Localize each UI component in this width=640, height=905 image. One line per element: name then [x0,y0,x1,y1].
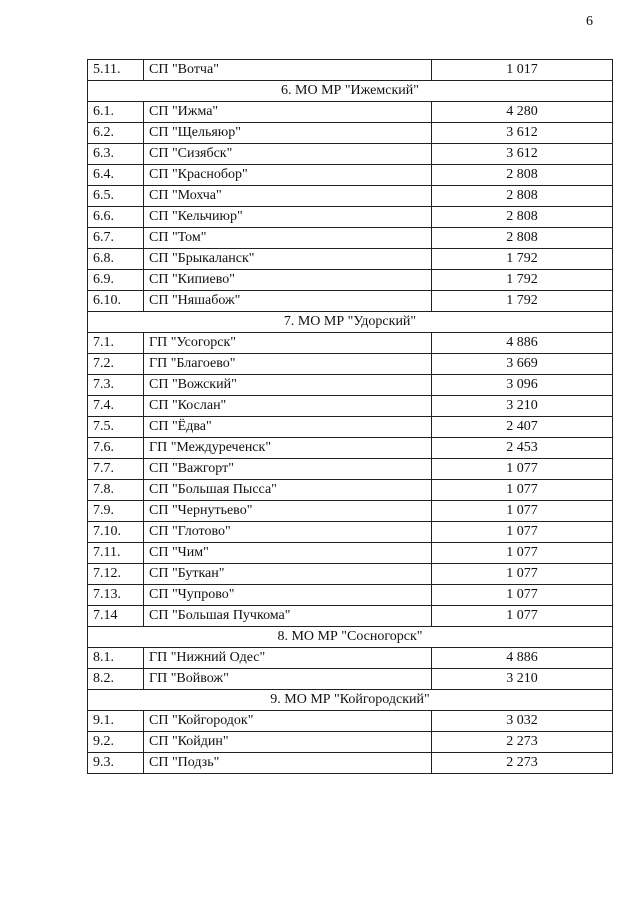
row-number: 5.11. [88,60,144,81]
table-row [88,753,613,774]
row-number: 7.12. [88,564,144,585]
table-row [88,165,613,186]
row-value: 3 210 [432,669,613,690]
settlement-name: СП "Щельяюр" [144,123,432,144]
table-row [88,648,613,669]
row-number: 6.9. [88,270,144,291]
settlement-name: СП "Чупрово" [144,585,432,606]
row-value: 3 210 [432,396,613,417]
table-row [88,207,613,228]
row-value: 4 886 [432,333,613,354]
row-value: 1 077 [432,501,613,522]
section-header: 7. МО МР "Удорский" [88,312,613,333]
table-row [88,585,613,606]
settlement-name: СП "Чим" [144,543,432,564]
settlement-name: СП "Мохча" [144,186,432,207]
row-number: 6.10. [88,291,144,312]
section-header: 8. МО МР "Сосногорск" [88,627,613,648]
row-number: 9.3. [88,753,144,774]
row-number: 7.13. [88,585,144,606]
table-row [88,291,613,312]
row-value: 1 077 [432,522,613,543]
table-body [88,60,613,774]
settlement-name: ГП "Усогорск" [144,333,432,354]
row-value: 3 096 [432,375,613,396]
row-value: 1 792 [432,249,613,270]
settlement-name: СП "Важгорт" [144,459,432,480]
row-number: 7.7. [88,459,144,480]
row-number: 6.2. [88,123,144,144]
row-number: 8.1. [88,648,144,669]
settlement-name: ГП "Благоево" [144,354,432,375]
section-header: 6. МО МР "Ижемский" [88,81,613,102]
table-row [88,480,613,501]
settlement-name: СП "Чернутьево" [144,501,432,522]
row-number: 7.6. [88,438,144,459]
row-number: 6.4. [88,165,144,186]
settlement-name: СП "Кипиево" [144,270,432,291]
settlement-name: СП "Большая Пучкома" [144,606,432,627]
settlement-name: СП "Ёдва" [144,417,432,438]
table-row [88,606,613,627]
table-row [88,501,613,522]
table-row [88,354,613,375]
row-number: 7.11. [88,543,144,564]
row-number: 9.2. [88,732,144,753]
row-number: 7.14 [88,606,144,627]
row-value: 1 792 [432,291,613,312]
table-row [88,186,613,207]
row-value: 2 808 [432,228,613,249]
row-number: 7.1. [88,333,144,354]
table-row [88,459,613,480]
row-value: 1 077 [432,480,613,501]
settlement-name: СП "Койгородок" [144,711,432,732]
row-value: 2 407 [432,417,613,438]
table-row [88,522,613,543]
row-value: 2 808 [432,207,613,228]
table-row [88,270,613,291]
row-number: 6.8. [88,249,144,270]
table-row [88,732,613,753]
table-row [88,375,613,396]
settlement-name: СП "Кельчиюр" [144,207,432,228]
row-number: 6.3. [88,144,144,165]
table-row [88,60,613,81]
row-value: 2 453 [432,438,613,459]
settlement-name: СП "Большая Пысса" [144,480,432,501]
settlement-name: ГП "Войвож" [144,669,432,690]
row-value: 3 612 [432,123,613,144]
settlement-name: СП "Няшабож" [144,291,432,312]
row-value: 1 077 [432,606,613,627]
settlement-name: СП "Ижма" [144,102,432,123]
settlement-name: СП "Брыкаланск" [144,249,432,270]
table-row [88,711,613,732]
row-value: 1 017 [432,60,613,81]
row-value: 1 077 [432,585,613,606]
row-number: 8.2. [88,669,144,690]
settlement-name: ГП "Нижний Одес" [144,648,432,669]
row-number: 6.6. [88,207,144,228]
row-value: 2 273 [432,753,613,774]
settlement-name: СП "Койдин" [144,732,432,753]
row-number: 6.5. [88,186,144,207]
table-row [88,144,613,165]
table-row [88,543,613,564]
table-row [88,249,613,270]
row-number: 7.4. [88,396,144,417]
section-header-row [88,627,613,648]
row-number: 7.2. [88,354,144,375]
table-row [88,228,613,249]
section-header-row [88,312,613,333]
table-row [88,669,613,690]
row-value: 2 808 [432,165,613,186]
row-value: 3 032 [432,711,613,732]
settlement-name: СП "Вотча" [144,60,432,81]
row-value: 3 612 [432,144,613,165]
settlement-name: СП "Краснобор" [144,165,432,186]
row-value: 4 886 [432,648,613,669]
section-header-row [88,690,613,711]
settlement-name: СП "Сизябск" [144,144,432,165]
row-number: 7.10. [88,522,144,543]
row-value: 2 808 [432,186,613,207]
settlement-name: СП "Подзь" [144,753,432,774]
settlement-name: СП "Буткан" [144,564,432,585]
table-row [88,123,613,144]
settlement-name: СП "Вожский" [144,375,432,396]
row-value: 4 280 [432,102,613,123]
row-value: 2 273 [432,732,613,753]
row-value: 3 669 [432,354,613,375]
row-number: 6.7. [88,228,144,249]
settlement-name: СП "Кослан" [144,396,432,417]
section-header: 9. МО МР "Койгородский" [88,690,613,711]
table-row [88,396,613,417]
section-header-row [88,81,613,102]
table-row [88,102,613,123]
row-number: 7.3. [88,375,144,396]
settlement-name: ГП "Междуреченск" [144,438,432,459]
row-number: 7.8. [88,480,144,501]
table-row [88,564,613,585]
table-row [88,417,613,438]
table-row [88,333,613,354]
row-value: 1 077 [432,564,613,585]
settlement-name: СП "Глотово" [144,522,432,543]
row-value: 1 792 [432,270,613,291]
row-number: 9.1. [88,711,144,732]
table-row [88,438,613,459]
row-number: 6.1. [88,102,144,123]
row-number: 7.5. [88,417,144,438]
allocation-table [87,59,613,774]
row-value: 1 077 [432,543,613,564]
page-number: 6 [586,14,593,29]
row-number: 7.9. [88,501,144,522]
row-value: 1 077 [432,459,613,480]
settlement-name: СП "Том" [144,228,432,249]
